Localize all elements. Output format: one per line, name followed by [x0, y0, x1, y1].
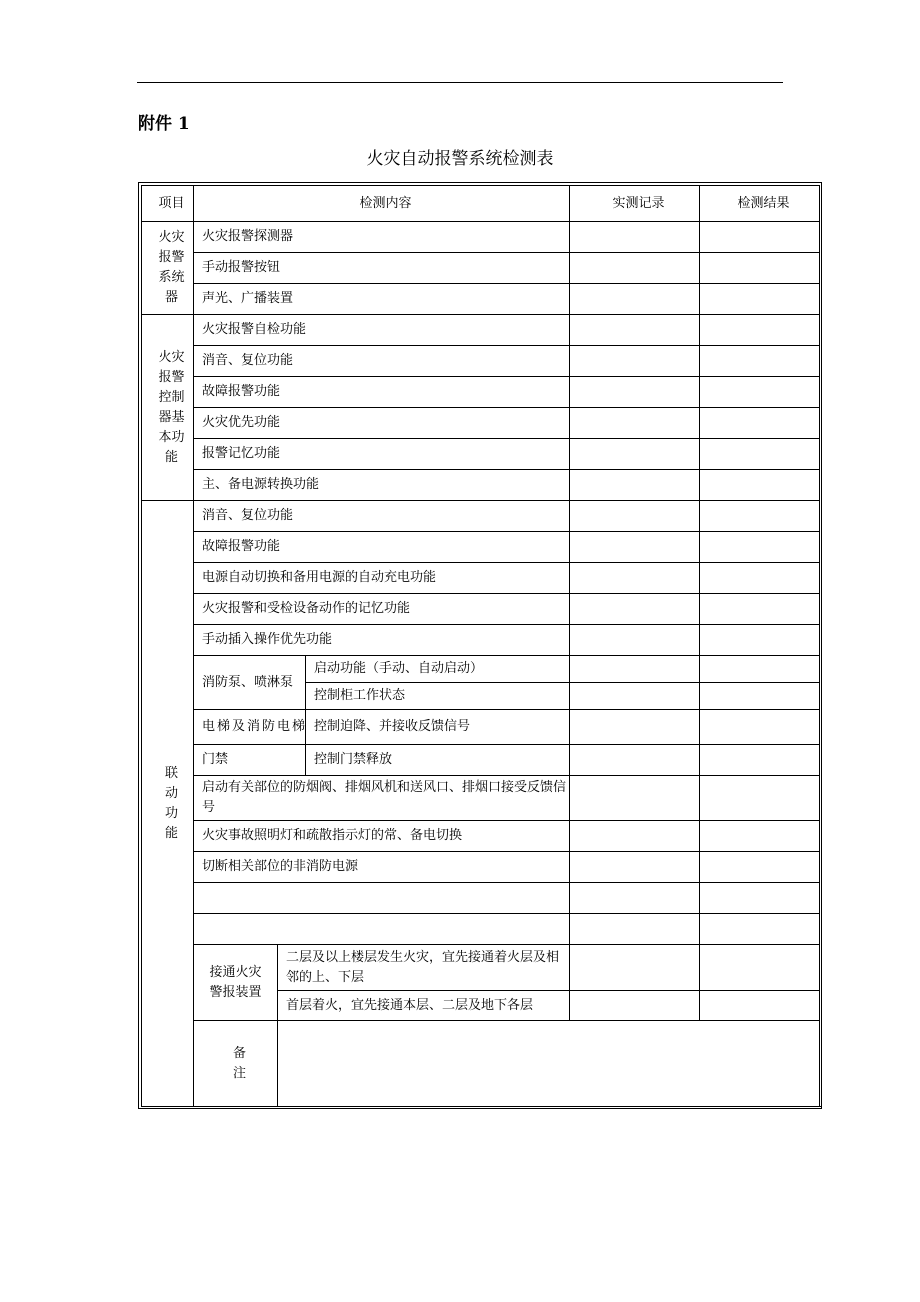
- check-item: 控制柜工作状态: [306, 683, 570, 710]
- check-item: 控制门禁释放: [306, 745, 570, 776]
- check-item: 启动有关部位的防烟阀、排烟风机和送风口、排烟口接受反馈信号: [194, 776, 570, 821]
- record-cell[interactable]: [570, 563, 700, 594]
- table-row: [142, 470, 820, 501]
- table-row: [142, 625, 820, 656]
- check-item: 首层着火，宜先接通本层、二层及地下各层: [278, 991, 570, 1021]
- result-cell[interactable]: [700, 710, 820, 745]
- result-cell[interactable]: [700, 408, 820, 439]
- record-cell[interactable]: [570, 501, 700, 532]
- group-label-linkage: 联动功能: [142, 501, 194, 1107]
- remarks-label: 备注: [194, 1021, 278, 1107]
- table-row: [142, 315, 820, 346]
- result-cell[interactable]: [700, 439, 820, 470]
- table-row: [142, 563, 820, 594]
- result-cell[interactable]: [700, 594, 820, 625]
- record-cell[interactable]: [570, 710, 700, 745]
- record-cell[interactable]: [570, 625, 700, 656]
- result-cell[interactable]: [700, 470, 820, 501]
- table-row-empty: [142, 883, 820, 914]
- result-cell[interactable]: [700, 683, 820, 710]
- group-label-controller-basic: 火灾报警控制器基本功能: [142, 315, 194, 501]
- record-cell[interactable]: [570, 470, 700, 501]
- record-cell[interactable]: [570, 683, 700, 710]
- result-cell[interactable]: [700, 852, 820, 883]
- remarks-row: [142, 1021, 820, 1107]
- result-cell[interactable]: [700, 501, 820, 532]
- table-row: [142, 253, 820, 284]
- result-cell[interactable]: [700, 284, 820, 315]
- result-cell[interactable]: [700, 883, 820, 914]
- record-cell[interactable]: [570, 408, 700, 439]
- result-cell[interactable]: [700, 253, 820, 284]
- header-item: 项目: [142, 186, 194, 222]
- check-item: 消音、复位功能: [194, 501, 570, 532]
- result-cell[interactable]: [700, 532, 820, 563]
- check-item: 消音、复位功能: [194, 346, 570, 377]
- table-row: [142, 439, 820, 470]
- check-item: 电源自动切换和备用电源的自动充电功能: [194, 563, 570, 594]
- sub-label-pumps: 消防泵、喷淋泵: [194, 656, 306, 710]
- result-cell[interactable]: [700, 315, 820, 346]
- table-row-empty: [142, 914, 820, 945]
- check-item: 主、备电源转换功能: [194, 470, 570, 501]
- record-cell[interactable]: [570, 821, 700, 852]
- result-cell[interactable]: [700, 222, 820, 253]
- table-row: [142, 532, 820, 563]
- check-item: 启动功能（手动、自动启动）: [306, 656, 570, 683]
- sub-label-door: 门禁: [194, 745, 306, 776]
- check-item: 火灾报警探测器: [194, 222, 570, 253]
- check-item-empty[interactable]: [194, 914, 570, 945]
- check-item: 手动报警按钮: [194, 253, 570, 284]
- table-row: [142, 377, 820, 408]
- record-cell[interactable]: [570, 745, 700, 776]
- result-cell[interactable]: [700, 625, 820, 656]
- record-cell[interactable]: [570, 377, 700, 408]
- check-item: 火灾报警自检功能: [194, 315, 570, 346]
- check-item: 切断相关部位的非消防电源: [194, 852, 570, 883]
- result-cell[interactable]: [700, 563, 820, 594]
- record-cell[interactable]: [570, 532, 700, 563]
- record-cell[interactable]: [570, 284, 700, 315]
- check-item: 火灾报警和受检设备动作的记忆功能: [194, 594, 570, 625]
- table-row: [142, 745, 820, 776]
- check-item: 火灾事故照明灯和疏散指示灯的常、备电切换: [194, 821, 570, 852]
- inspection-table: [141, 185, 820, 1107]
- sub-label-elevator: 电梯及消防电梯: [194, 710, 306, 745]
- result-cell[interactable]: [700, 745, 820, 776]
- table-row: [142, 594, 820, 625]
- table-row: [142, 222, 820, 253]
- record-cell[interactable]: [570, 315, 700, 346]
- record-cell[interactable]: [570, 852, 700, 883]
- check-item: 火灾优先功能: [194, 408, 570, 439]
- result-cell[interactable]: [700, 945, 820, 991]
- record-cell[interactable]: [570, 439, 700, 470]
- record-cell[interactable]: [570, 776, 700, 821]
- table-row: [142, 501, 820, 532]
- check-item: 控制迫降、并接收反馈信号: [306, 710, 570, 745]
- check-item: 报警记忆功能: [194, 439, 570, 470]
- page-title: 火灾自动报警系统检测表: [366, 149, 554, 169]
- check-item: 声光、广播装置: [194, 284, 570, 315]
- table-row: [142, 852, 820, 883]
- check-item: 二层及以上楼层发生火灾，宜先接通着火层及相邻的上、下层: [278, 945, 570, 991]
- table-row: [142, 710, 820, 745]
- result-cell[interactable]: [700, 821, 820, 852]
- table-row: [142, 656, 820, 683]
- record-cell[interactable]: [570, 253, 700, 284]
- result-cell[interactable]: [700, 914, 820, 945]
- record-cell[interactable]: [570, 222, 700, 253]
- table-row: [142, 945, 820, 991]
- header-result: 检测结果: [700, 186, 820, 222]
- result-cell[interactable]: [700, 377, 820, 408]
- header-row: [142, 186, 820, 222]
- record-cell[interactable]: [570, 945, 700, 991]
- table-row: [142, 346, 820, 377]
- result-cell[interactable]: [700, 776, 820, 821]
- record-cell[interactable]: [570, 991, 700, 1021]
- sub-label-alarm-device: 接通火灾警报装置: [194, 945, 278, 1021]
- record-cell[interactable]: [570, 883, 700, 914]
- result-cell[interactable]: [700, 346, 820, 377]
- record-cell[interactable]: [570, 656, 700, 683]
- header-record: 实测记录: [570, 186, 700, 222]
- attachment-label: 附件 1: [138, 114, 190, 134]
- group-label-detector-system: 火灾报警系统器: [142, 222, 194, 315]
- table-row: [142, 776, 820, 821]
- check-item: 故障报警功能: [194, 532, 570, 563]
- header-content: 检测内容: [194, 186, 570, 222]
- record-cell[interactable]: [570, 914, 700, 945]
- record-cell[interactable]: [570, 594, 700, 625]
- table-row: [142, 284, 820, 315]
- record-cell[interactable]: [570, 346, 700, 377]
- check-item: 手动插入操作优先功能: [194, 625, 570, 656]
- remarks-input[interactable]: [278, 1021, 820, 1107]
- check-item: 故障报警功能: [194, 377, 570, 408]
- table-row: [142, 821, 820, 852]
- check-item-empty[interactable]: [194, 883, 570, 914]
- result-cell[interactable]: [700, 991, 820, 1021]
- result-cell[interactable]: [700, 656, 820, 683]
- table-row: [142, 408, 820, 439]
- header-rule: [137, 82, 783, 83]
